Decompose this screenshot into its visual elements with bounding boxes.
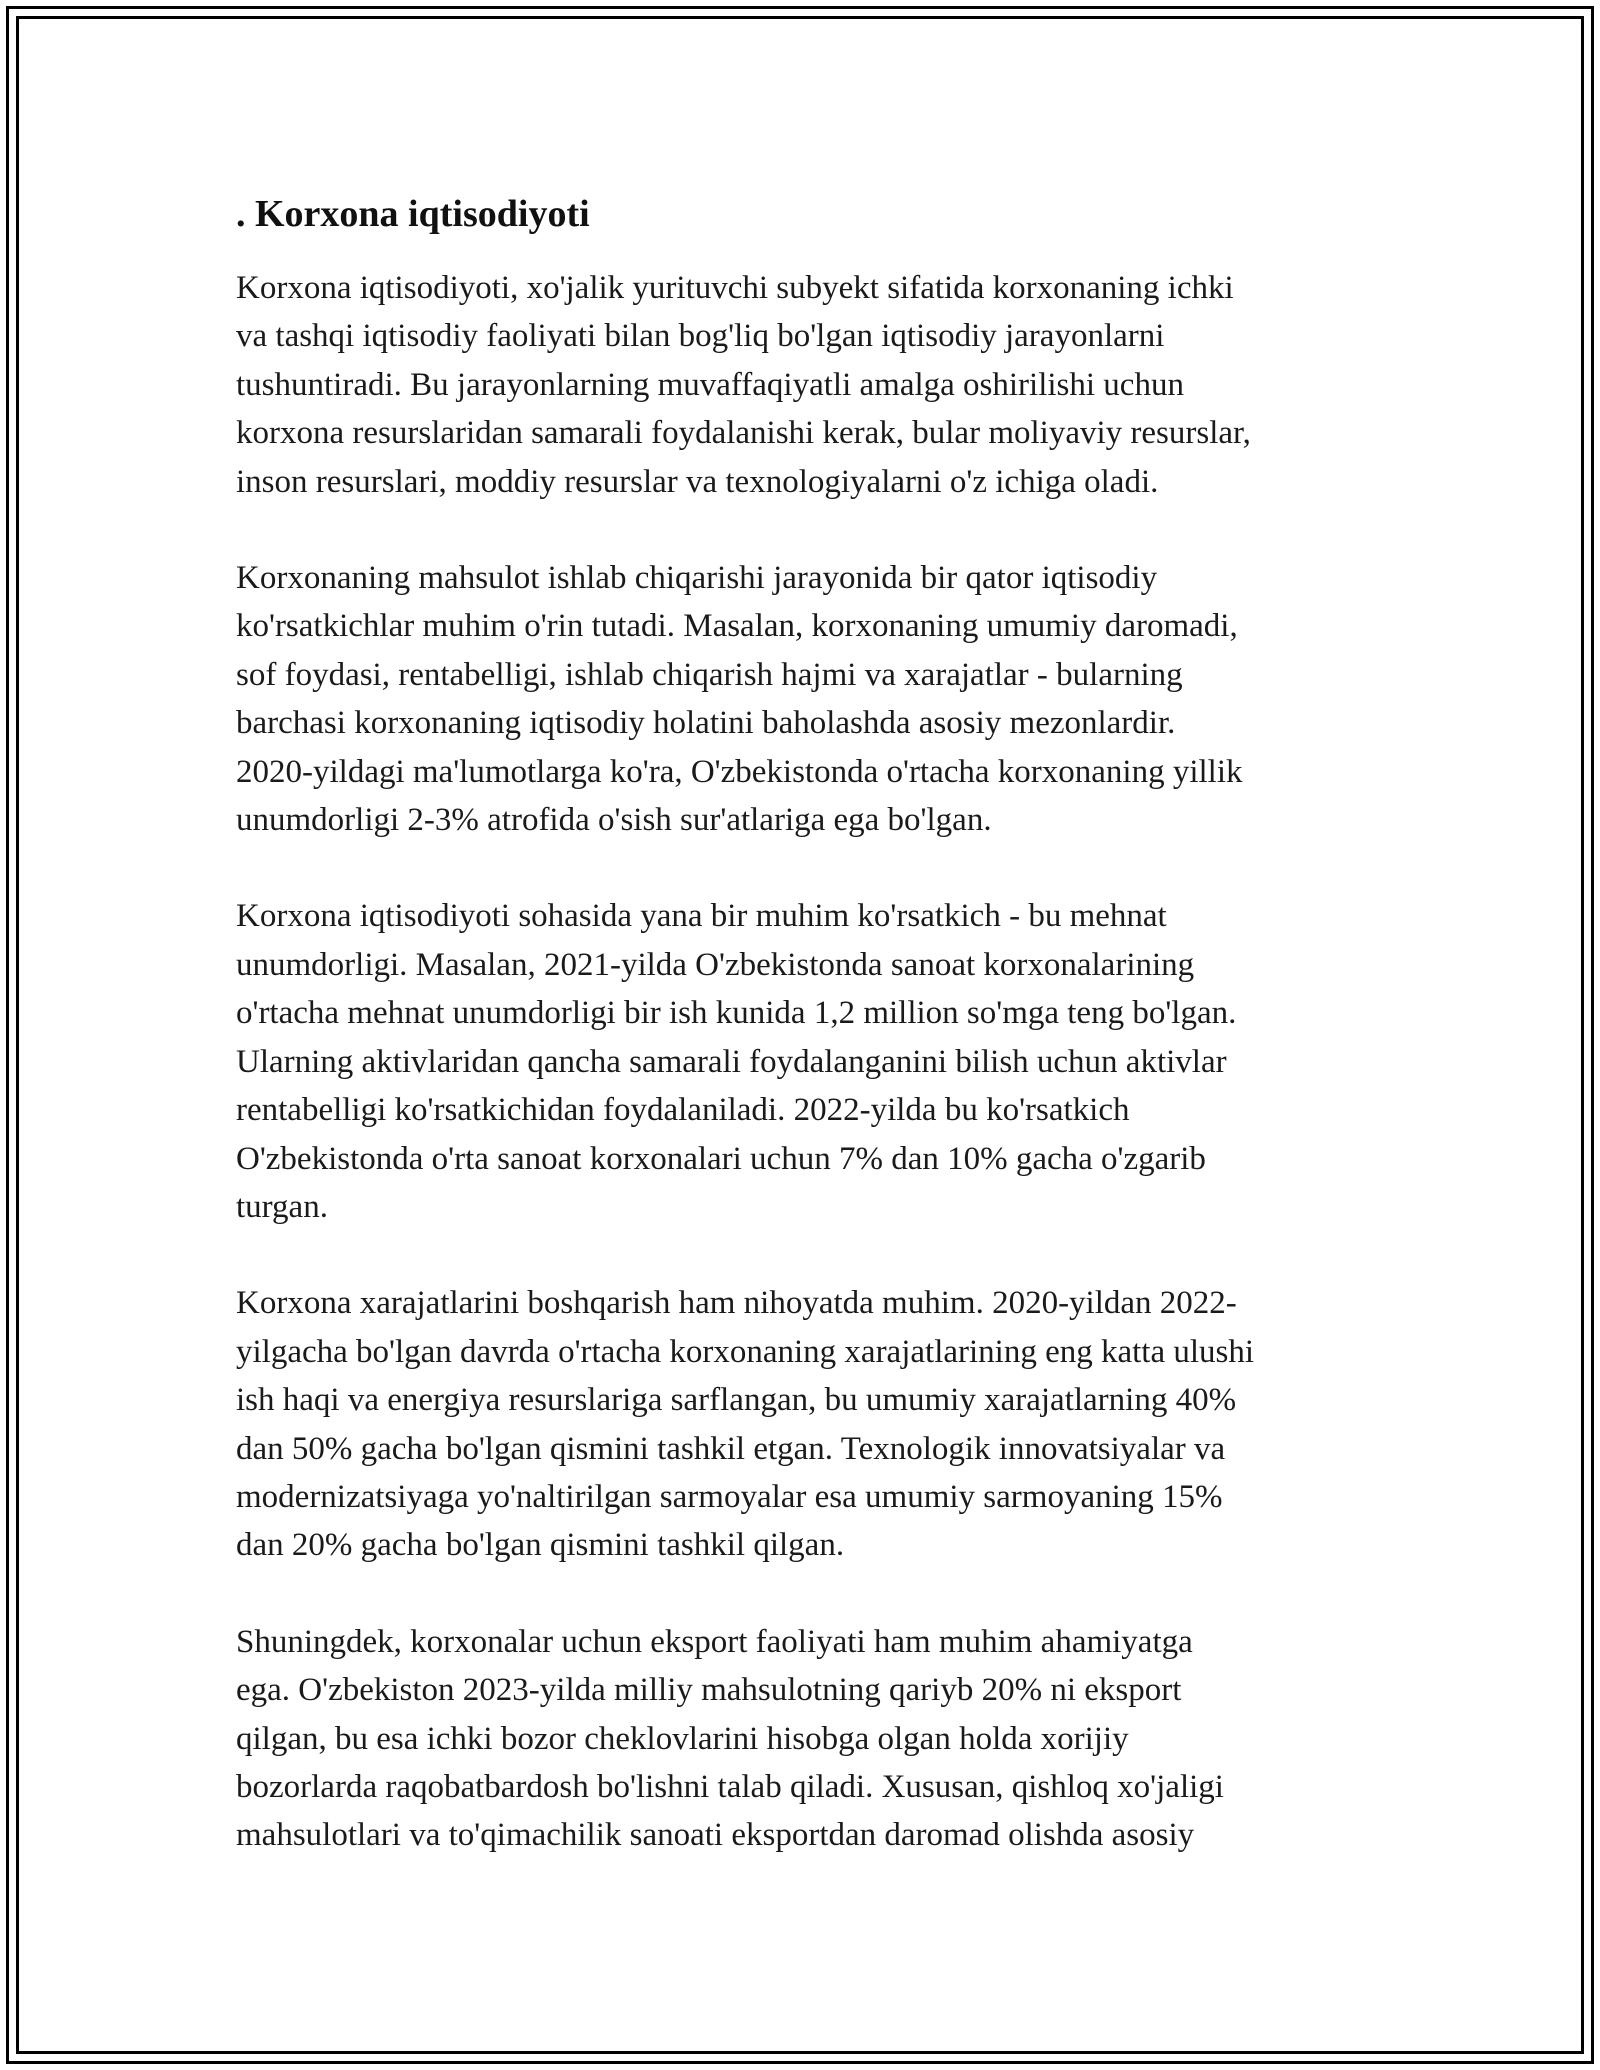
paragraph-line: Shuningdek, korxonalar uchun eksport faoliyati ham muhim ahamiyatga [236,1623,1193,1660]
paragraph-line: Korxona xarajatlarini boshqarish ham nihoyatda muhim. 2020-yildan 2022- [236,1285,1237,1322]
paragraph-line: inson resurslari, moddiy resurslar va texnologiyalarni o'z ichiga oladi. [236,463,1159,500]
paragraph-line: Ularning aktivlaridan qancha samarali foydalanganini bilish uchun aktivlar [236,1043,1227,1080]
paragraph-line: yilgacha bo'lgan davrda o'rtacha korxonaning xarajatlarining eng katta ulushi [236,1333,1255,1370]
document-title: . Korxona iqtisodiyoti [236,193,590,235]
paragraph-line: mahsulotlari va to'qimachilik sanoati eksportdan daromad olishda asosiy [236,1817,1195,1854]
paragraph-list [236,264,1376,1860]
paragraph-line: barchasi korxonaning iqtisodiy holatini baholashda asosiy mezonlardir. [236,705,1176,742]
paragraph-line: Korxona iqtisodiyoti, xo'jalik yurituvchi subyekt sifatida korxonaning ichki [236,270,1234,306]
paragraph-line: modernizatsiyaga yo'naltirilgan sarmoyalar esa umumiy sarmoyaning 15% [236,1478,1223,1515]
paragraph-line: va tashqi iqtisodiy faoliyati bilan bog'liq bo'lgan iqtisodiy jarayonlarni [236,318,1165,355]
paragraph-line: sof foydasi, rentabelligi, ishlab chiqarish hajmi va xarajatlar - bularning [236,656,1183,693]
paragraph-line: dan 50% gacha bo'lgan qismini tashkil etgan. Texnologik innovatsiyalar va [236,1430,1226,1467]
paragraph [236,1279,1376,1569]
paragraph-line: o'rtacha mehnat unumdorligi bir ish kunida 1,2 million so'mga teng bo'lgan. [236,995,1237,1032]
paragraph [236,264,1376,506]
paragraph-line: unumdorligi 2-3% atrofida o'sish sur'atlariga ega bo'lgan. [236,802,992,839]
paragraph-line: bozorlarda raqobatbardosh bo'lishni talab qiladi. Xususan, qishloq xo'jaligi [236,1768,1224,1805]
paragraph-line: korxona resurslaridan samarali foydalanishi kerak, bular moliyaviy resurslar, [236,415,1251,452]
paragraph-line: dan 20% gacha bo'lgan qismini tashkil qilgan. [236,1527,845,1564]
paragraph-line: Korxona iqtisodiyoti sohasida yana bir muhim ko'rsatkich - bu mehnat [236,898,1167,935]
paragraph [236,892,1376,1231]
paragraph-line: ega. O'zbekiston 2023-yilda milliy mahsulotning qariyb 20% ni eksport [236,1672,1182,1709]
paragraph-line: unumdorligi. Masalan, 2021-yilda O'zbekistonda sanoat korxonalarining [236,946,1195,983]
paragraph [236,1618,1376,1860]
paragraph-line: turgan. [236,1188,328,1225]
paragraph-line: 2020-yildagi ma'lumotlarga ko'ra, O'zbekistonda o'rtacha korxonaning yillik [236,753,1243,790]
document-body [236,186,1376,1908]
paragraph [236,554,1376,844]
paragraph-line: O'zbekistonda o'rta sanoat korxonalari uchun 7% dan 10% gacha o'zgarib [236,1140,1206,1177]
paragraph-line: rentabelligi ko'rsatkichidan foydalaniladi. 2022-yilda bu ko'rsatkich [236,1092,1130,1129]
paragraph-line: Korxonaning mahsulot ishlab chiqarishi jarayonida bir qator iqtisodiy [236,560,1158,597]
paragraph-line: ish haqi va energiya resurslariga sarflangan, bu umumiy xarajatlarning 40% [236,1382,1237,1419]
paragraph-line: qilgan, bu esa ichki bozor cheklovlarini hisobga olgan holda xorijiy [236,1720,1129,1757]
paragraph-line: ko'rsatkichlar muhim o'rin tutadi. Masalan, korxonaning umumiy daromadi, [236,608,1238,645]
paragraph-line: tushuntiradi. Bu jarayonlarning muvaffaqiyatli amalga oshirilishi uchun [236,366,1184,403]
